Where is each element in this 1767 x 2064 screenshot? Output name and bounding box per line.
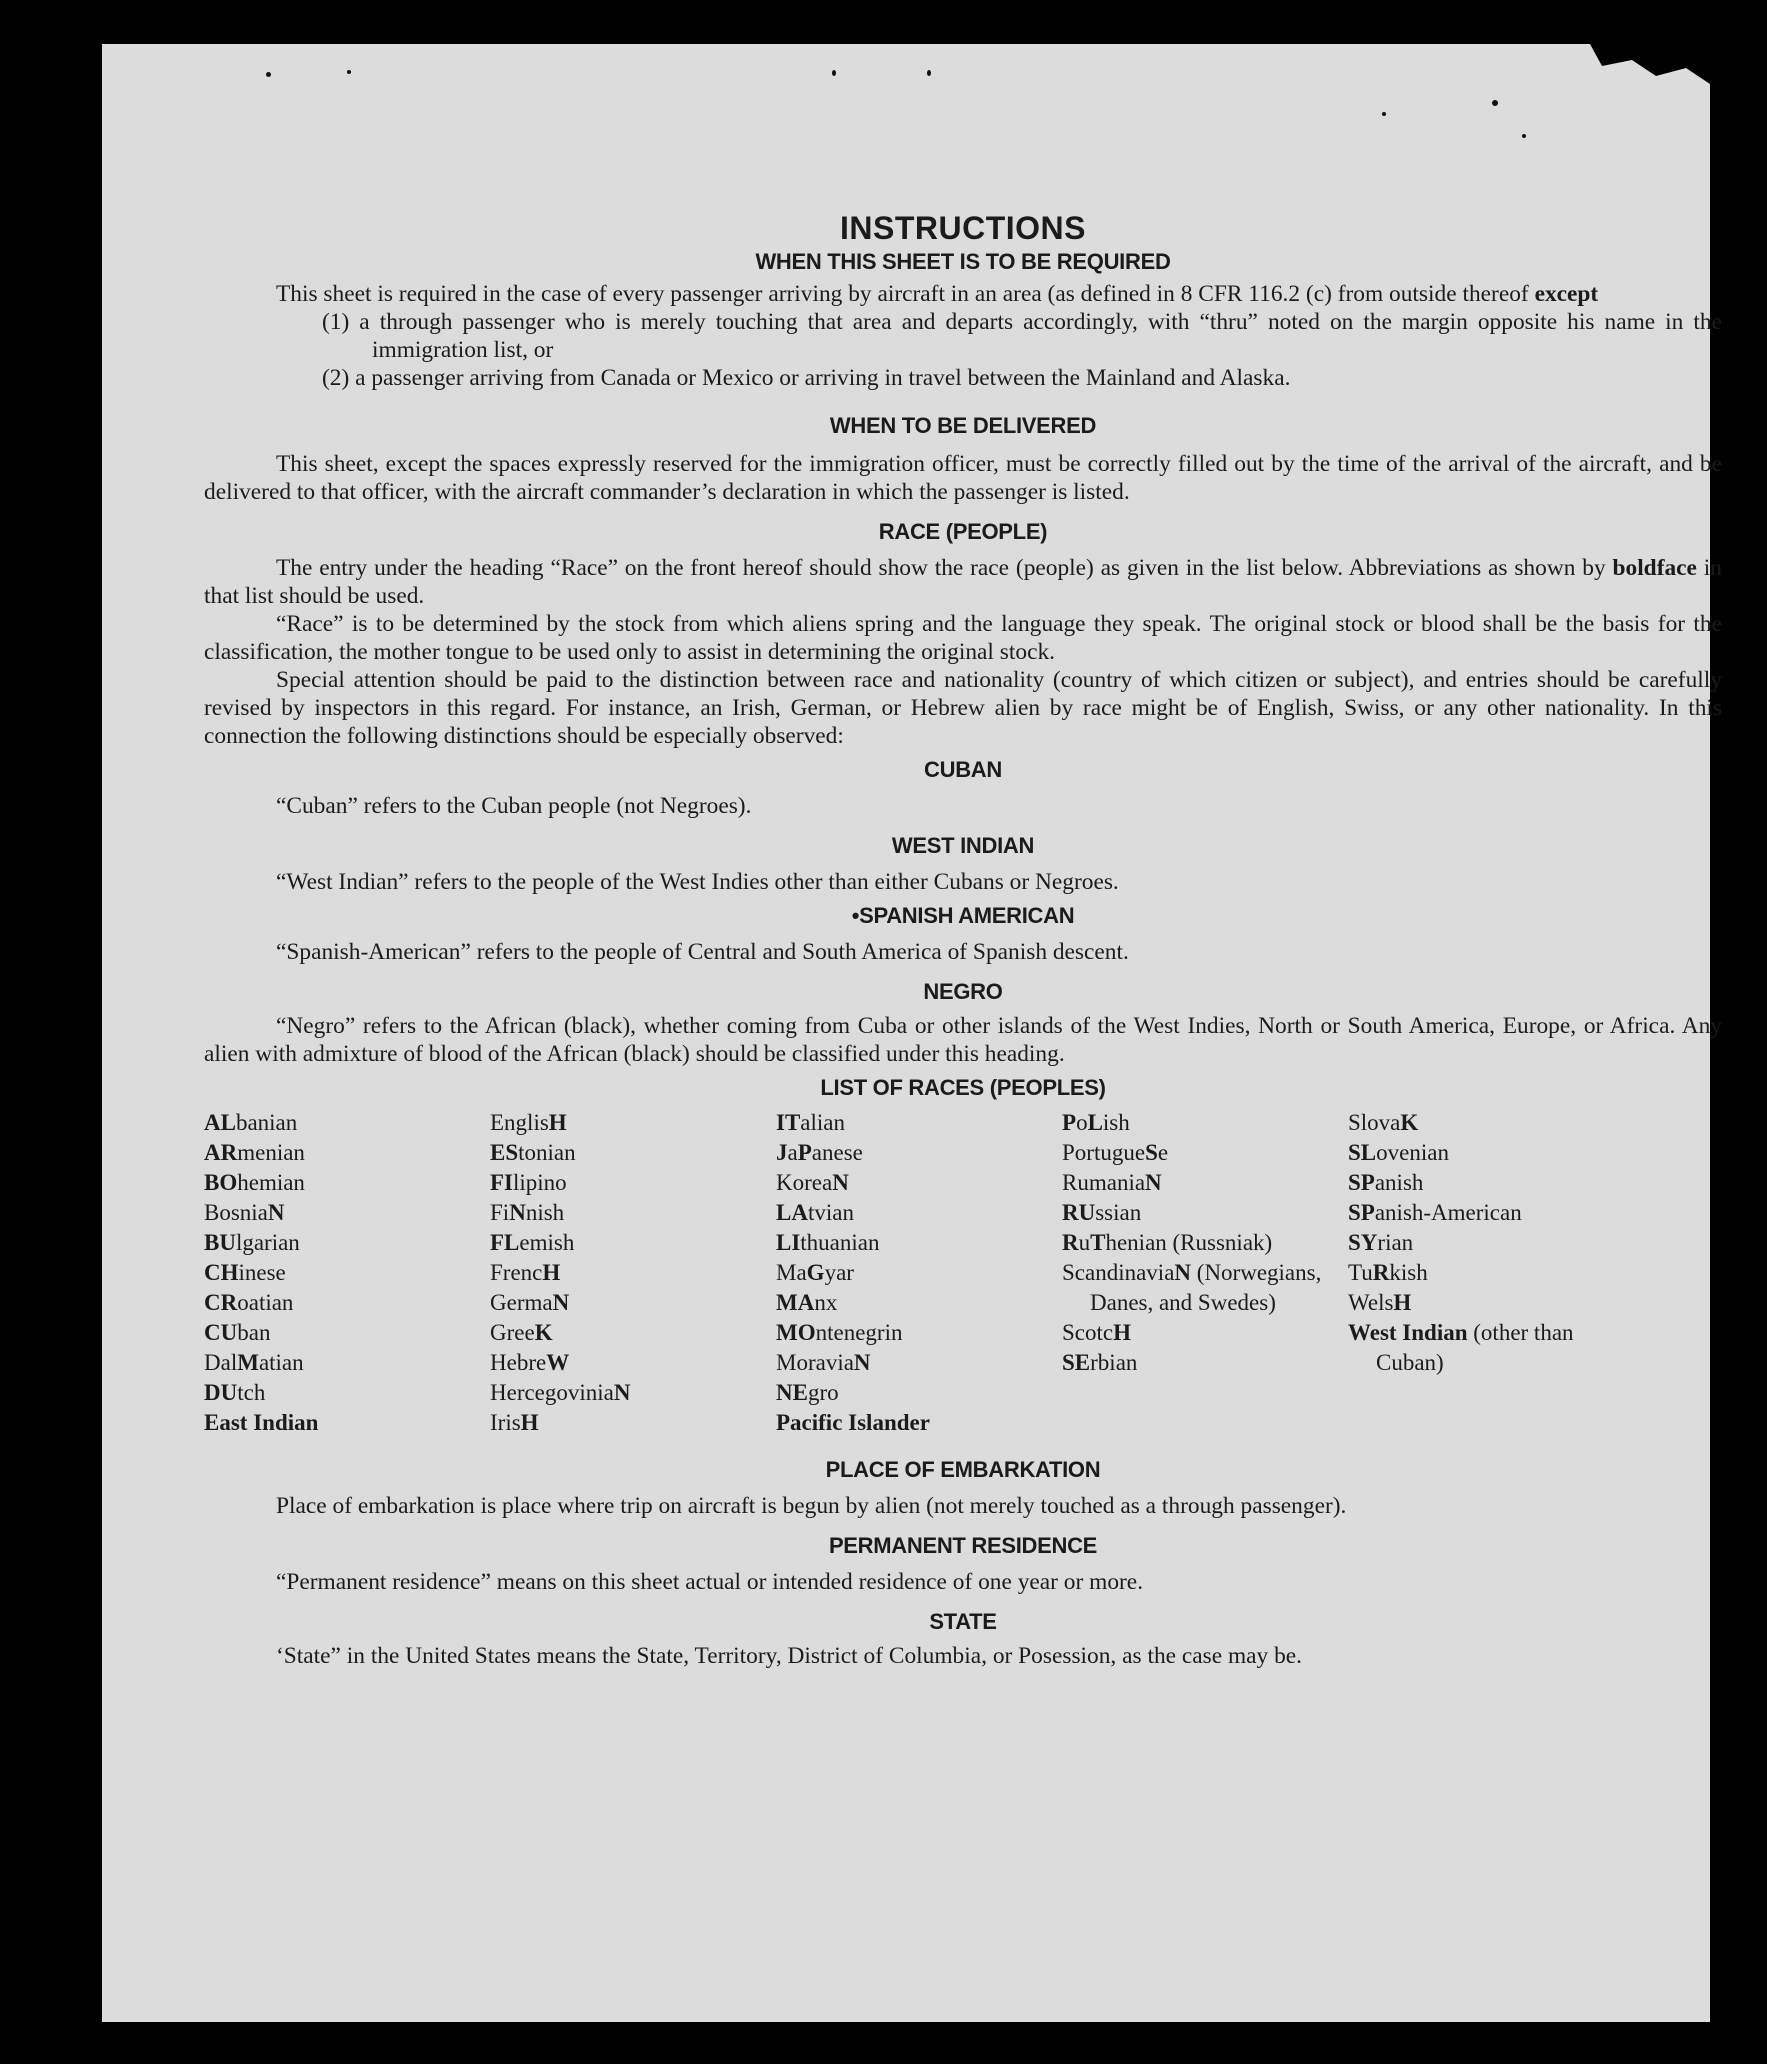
race-entry: BOhemian xyxy=(204,1170,305,1195)
race-entry: ScotcH xyxy=(1062,1320,1131,1345)
race-entry: CUban xyxy=(204,1320,271,1345)
race-entry: MAnx xyxy=(776,1290,838,1315)
race-entry: FiNnish xyxy=(490,1200,565,1225)
when-delivered-text: This sheet, except the spaces expressly reserved for the immigration officer, must be correctly filled out by the time of the arrival of the aircraft, and be delivered to that officer, with the aircraft commander’s declaration in which the passenger is listed. xyxy=(204,451,1722,505)
race-entry: Pacific Islander xyxy=(776,1410,930,1435)
race-entry: ALbanian xyxy=(204,1110,298,1135)
boldface-word: boldface xyxy=(1612,555,1697,581)
race-column-4 xyxy=(1062,1108,1348,1438)
race-paragraph-2: “Race” is to be determined by the stock from which aliens spring and the language they speak. The original stock or blood shall be the basis for the classification, the mother tongue to be used only to assist in determining the original stock. xyxy=(204,611,1722,665)
except-bold: except xyxy=(1534,281,1599,307)
embarkation-text: Place of embarkation is place where trip on aircraft is begun by alien (not merely touched as a through passenger). xyxy=(276,1493,1347,1519)
race-entry: KoreaN xyxy=(776,1170,849,1195)
permanent-residence-text: “Permanent residence” means on this sheet actual or intended residence of one year or more. xyxy=(276,1569,1144,1595)
document-sheet xyxy=(102,44,1722,2022)
race-entry: FrencH xyxy=(490,1260,561,1285)
heading-when-delivered: WHEN TO BE DELIVERED xyxy=(829,413,1097,438)
west-indian-text: “West Indian” refers to the people of the West Indies other than either Cubans or Negroes. xyxy=(276,869,1119,895)
race-entry: West Indian (other than Cuban) xyxy=(1348,1320,1574,1375)
race-entry: FLemish xyxy=(490,1230,575,1255)
race-entry: RumaniaN xyxy=(1062,1170,1162,1195)
race-entry: GreeK xyxy=(490,1320,553,1345)
race-entry: ITalian xyxy=(776,1110,845,1135)
race-entry: SErbian xyxy=(1062,1350,1138,1375)
race-entry: CRoatian xyxy=(204,1290,294,1315)
speck xyxy=(1492,100,1498,106)
race-entry: LAtvian xyxy=(776,1200,854,1225)
heading-spanish-american: •SPANISH AMERICAN xyxy=(851,903,1075,928)
speck xyxy=(266,72,271,77)
race-entry: SPanish xyxy=(1348,1170,1424,1195)
race-entry: SlovaK xyxy=(1348,1110,1419,1135)
race-entry: MoraviaN xyxy=(776,1350,871,1375)
race-entry: PoLish xyxy=(1062,1110,1130,1135)
race-entry: MaGyar xyxy=(776,1260,854,1285)
race-entry: IrisH xyxy=(490,1410,539,1435)
race-entry: NEgro xyxy=(776,1380,839,1405)
race-entry: SYrian xyxy=(1348,1230,1414,1255)
race-list xyxy=(204,1108,1722,1438)
heading-state: STATE xyxy=(929,1609,997,1634)
spanish-american-text: “Spanish-American” refers to the people of Central and South America of Spanish descent. xyxy=(276,939,1129,965)
heading-embarkation: PLACE OF EMBARKATION xyxy=(825,1457,1101,1482)
heading-when-required: WHEN THIS SHEET IS TO BE REQUIRED xyxy=(755,249,1171,274)
race-entry: BosniaN xyxy=(204,1200,285,1225)
race-entry: FIlipino xyxy=(490,1170,567,1195)
heading-race: RACE (PEOPLE) xyxy=(878,519,1048,544)
race-paragraph-3: Special attention should be paid to the distinction between race and nationality (country of which citizen or subject), and entries should be carefully revised by inspectors in this regard. For instance, an Irish, German, or Hebrew alien by race might be of English, Swiss, or any other nationality. In this connection the following distinctions should be especially observed: xyxy=(204,667,1722,749)
race-entry: BUlgarian xyxy=(204,1230,300,1255)
speck xyxy=(1382,112,1386,116)
race-column-3 xyxy=(776,1108,1062,1438)
instructions-content xyxy=(204,210,1722,1670)
race-entry: East Indian xyxy=(204,1410,319,1435)
race-entry: MOntenegrin xyxy=(776,1320,903,1345)
race-column-1 xyxy=(204,1108,490,1438)
race-entry: HebreW xyxy=(490,1350,570,1375)
race-entry: JaPanese xyxy=(776,1140,863,1165)
cuban-text: “Cuban” refers to the Cuban people (not Negroes). xyxy=(276,793,752,819)
speck xyxy=(832,70,836,76)
race-entry: ScandinaviaN (Norwegians, Danes, and Swedes) xyxy=(1062,1260,1322,1315)
race-entry: CHinese xyxy=(204,1260,286,1285)
race-paragraph-1: The entry under the heading “Race” on the front hereof should show the race (people) as given in the list below. Abbreviations as shown by boldface in that list should be used. xyxy=(204,555,1722,609)
page-title: INSTRUCTIONS xyxy=(840,210,1086,246)
heading-permanent-residence: PERMANENT RESIDENCE xyxy=(828,1533,1098,1558)
race-entry: TuRkish xyxy=(1348,1260,1428,1285)
speck xyxy=(927,70,931,76)
race-entry: DalMatian xyxy=(204,1350,304,1375)
torn-corner xyxy=(1590,44,1710,84)
race-column-2 xyxy=(490,1108,776,1438)
race-entry: GermaN xyxy=(490,1290,570,1315)
race-entry: WelsH xyxy=(1348,1290,1412,1315)
race-column-5 xyxy=(1348,1108,1634,1438)
race-entry: SPanish-American xyxy=(1348,1200,1522,1225)
speck xyxy=(1522,134,1526,138)
heading-negro: NEGRO xyxy=(923,979,1003,1004)
when-required-item-1: (1) a through passenger who is merely touching that area and departs accordingly, with “thru” noted on the margin opposite his name in the immigration list, or xyxy=(322,309,1722,363)
race-entry: SLovenian xyxy=(1348,1140,1449,1165)
when-required-item-2: (2) a passenger arriving from Canada or Mexico or arriving in travel between the Mainland and Alaska. xyxy=(322,365,1291,391)
race-entry: RUssian xyxy=(1062,1200,1142,1225)
negro-text: “Negro” refers to the African (black), whether coming from Cuba or other islands of the West Indies, North or South America, Europe, or Africa. Any alien with admixture of blood of the African (black) should be classified under this heading. xyxy=(204,1013,1722,1067)
race-entry: ARmenian xyxy=(204,1140,305,1165)
speck xyxy=(347,70,351,74)
heading-west-indian: WEST INDIAN xyxy=(891,833,1035,858)
when-required-intro: This sheet is required in the case of every passenger arriving by aircraft in an area (as defined in 8 CFR 116.2 (c) from outside thereof except xyxy=(276,281,1599,307)
race-entry: PortugueSe xyxy=(1062,1140,1169,1165)
state-text: ‘State” in the United States means the State, Territory, District of Columbia, or Posession, as the case may be. xyxy=(276,1643,1303,1669)
heading-list-of-races: LIST OF RACES (PEOPLES) xyxy=(820,1075,1106,1100)
heading-cuban: CUBAN xyxy=(924,757,1002,782)
race-entry: DUtch xyxy=(204,1380,266,1405)
race-entry: EStonian xyxy=(490,1140,576,1165)
race-entry: RuThenian (Russniak) xyxy=(1062,1230,1273,1255)
race-entry: HercegoviniaN xyxy=(490,1380,631,1405)
race-entry: EnglisH xyxy=(490,1110,567,1135)
race-entry: LIthuanian xyxy=(776,1230,880,1255)
